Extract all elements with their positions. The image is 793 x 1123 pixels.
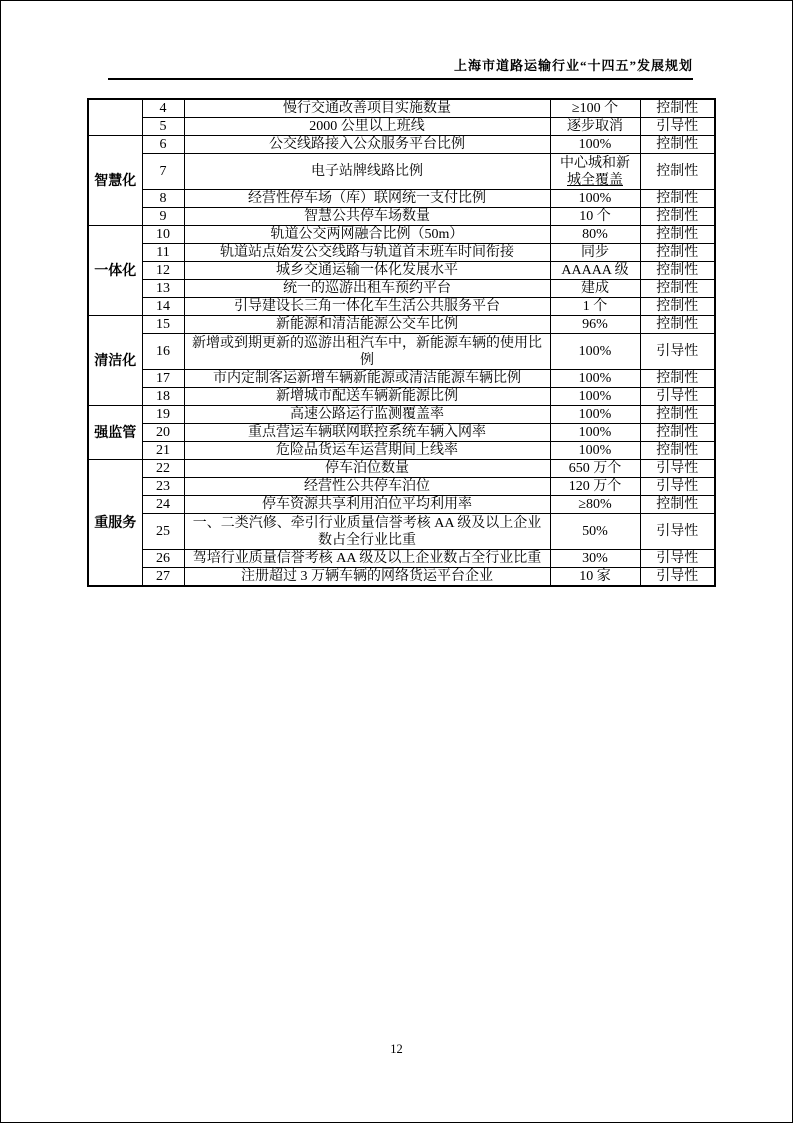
target-value-cell [550,154,640,190]
row-number-cell: 13 [142,280,184,298]
target-value-cell: 80% [550,226,640,244]
target-value-cell: AAAAA 级 [550,262,640,280]
indicator-cell: 引导建设长三角一体化车生活公共服务平台 [184,298,550,316]
target-value-line: 城全覆盖 [567,172,623,188]
category-cell: 一体化 [88,226,142,316]
table-row [88,226,715,244]
target-value-cell: 120 万个 [550,478,640,496]
attribute-cell: 控制性 [640,99,715,118]
target-value-cell: ≥100 个 [550,99,640,118]
table-row [88,406,715,424]
indicator-cell: 一、二类汽修、牵引行业质量信誉考核 AA 级及以上企业数占全行业比重 [184,514,550,550]
indicator-cell: 慢行交通改善项目实施数量 [184,99,550,118]
attribute-cell: 引导性 [640,388,715,406]
indicator-cell: 高速公路运行监测覆盖率 [184,406,550,424]
attribute-cell: 引导性 [640,514,715,550]
row-number-cell: 16 [142,334,184,370]
target-value-cell: 逐步取消 [550,118,640,136]
row-number-cell: 22 [142,460,184,478]
target-value-cell: 100% [550,424,640,442]
target-value-cell: 建成 [550,280,640,298]
page-header-title: 上海市道路运输行业“十四五”发展规划 [108,55,693,80]
indicator-cell: 停车资源共享利用泊位平均利用率 [184,496,550,514]
target-value-cell: 10 家 [550,568,640,587]
page-number: 12 [390,1042,403,1056]
table-row [88,208,715,226]
target-value-cell: 100% [550,190,640,208]
table-row [88,262,715,280]
indicator-cell: 轨道公交两网融合比例（50m） [184,226,550,244]
indicator-cell: 注册超过 3 万辆车辆的网络货运平台企业 [184,568,550,587]
row-number-cell: 21 [142,442,184,460]
indicator-cell: 停车泊位数量 [184,460,550,478]
row-number-cell: 7 [142,154,184,190]
attribute-cell: 控制性 [640,262,715,280]
indicator-cell: 新增或到期更新的巡游出租汽车中，新能源车辆的使用比例 [184,334,550,370]
row-number-cell: 23 [142,478,184,496]
attribute-cell: 控制性 [640,406,715,424]
target-value-cell: 96% [550,316,640,334]
category-cell: 重服务 [88,460,142,587]
table-row [88,460,715,478]
attribute-cell: 控制性 [640,442,715,460]
target-value-cell: 10 个 [550,208,640,226]
attribute-cell: 控制性 [640,208,715,226]
indicators-table-body [88,99,715,586]
row-number-cell: 27 [142,568,184,587]
indicator-cell: 电子站牌线路比例 [184,154,550,190]
attribute-cell: 控制性 [640,316,715,334]
attribute-cell: 引导性 [640,334,715,370]
target-value-cell: 100% [550,334,640,370]
target-value-cell: 100% [550,136,640,154]
attribute-cell: 控制性 [640,226,715,244]
table-row [88,280,715,298]
row-number-cell: 19 [142,406,184,424]
indicator-cell: 2000 公里以上班线 [184,118,550,136]
row-number-cell: 4 [142,99,184,118]
attribute-cell: 控制性 [640,298,715,316]
indicator-cell: 新能源和清洁能源公交车比例 [184,316,550,334]
attribute-cell: 控制性 [640,424,715,442]
attribute-cell: 控制性 [640,244,715,262]
attribute-cell: 引导性 [640,118,715,136]
attribute-cell: 引导性 [640,550,715,568]
attribute-cell: 控制性 [640,280,715,298]
table-row [88,496,715,514]
target-value-cell: 100% [550,370,640,388]
target-value-cell: 650 万个 [550,460,640,478]
indicator-cell: 经营性公共停车泊位 [184,478,550,496]
attribute-cell: 控制性 [640,370,715,388]
category-cell: 强监管 [88,406,142,460]
table-row [88,568,715,587]
table-row [88,190,715,208]
row-number-cell: 9 [142,208,184,226]
attribute-cell: 控制性 [640,154,715,190]
indicator-cell: 危险品货运车运营期间上线率 [184,442,550,460]
row-number-cell: 12 [142,262,184,280]
row-number-cell: 6 [142,136,184,154]
row-number-cell: 8 [142,190,184,208]
target-value-cell: 100% [550,442,640,460]
table-row [88,388,715,406]
indicator-cell: 公交线路接入公众服务平台比例 [184,136,550,154]
indicator-cell: 智慧公共停车场数量 [184,208,550,226]
indicators-table [87,98,716,587]
indicator-cell: 重点营运车辆联网联控系统车辆入网率 [184,424,550,442]
attribute-cell: 引导性 [640,460,715,478]
target-value-cell: 100% [550,406,640,424]
table-row [88,298,715,316]
target-value-cell: ≥80% [550,496,640,514]
row-number-cell: 10 [142,226,184,244]
indicator-cell: 统一的巡游出租车预约平台 [184,280,550,298]
table-row [88,370,715,388]
target-value-cell: 100% [550,388,640,406]
row-number-cell: 25 [142,514,184,550]
row-number-cell: 15 [142,316,184,334]
indicator-cell: 轨道站点始发公交线路与轨道首末班车时间衔接 [184,244,550,262]
row-number-cell: 11 [142,244,184,262]
target-value-cell: 同步 [550,244,640,262]
category-cell: 清洁化 [88,316,142,406]
table-row [88,244,715,262]
target-value-cell: 50% [550,514,640,550]
table-row [88,334,715,370]
row-number-cell: 5 [142,118,184,136]
table-row [88,514,715,550]
indicator-cell: 新增城市配送车辆新能源比例 [184,388,550,406]
table-row [88,99,715,118]
table-row [88,424,715,442]
target-value-cell: 30% [550,550,640,568]
table-row [88,118,715,136]
row-number-cell: 14 [142,298,184,316]
indicator-cell: 城乡交通运输一体化发展水平 [184,262,550,280]
attribute-cell: 控制性 [640,136,715,154]
table-row [88,316,715,334]
attribute-cell: 控制性 [640,496,715,514]
attribute-cell: 引导性 [640,568,715,587]
target-value-line: 中心城和新 [560,155,630,171]
attribute-cell: 控制性 [640,190,715,208]
table-row [88,154,715,190]
table-row [88,478,715,496]
table-row [88,136,715,154]
row-number-cell: 20 [142,424,184,442]
row-number-cell: 24 [142,496,184,514]
table-row [88,550,715,568]
target-value-cell: 1 个 [550,298,640,316]
row-number-cell: 18 [142,388,184,406]
indicator-cell: 驾培行业质量信誉考核 AA 级及以上企业数占全行业比重 [184,550,550,568]
row-number-cell: 26 [142,550,184,568]
row-number-cell: 17 [142,370,184,388]
indicator-cell: 市内定制客运新增车辆新能源或清洁能源车辆比例 [184,370,550,388]
indicator-cell: 经营性停车场（库）联网统一支付比例 [184,190,550,208]
category-cell: 智慧化 [88,136,142,226]
table-row [88,442,715,460]
category-cell [88,99,142,136]
attribute-cell: 引导性 [640,478,715,496]
